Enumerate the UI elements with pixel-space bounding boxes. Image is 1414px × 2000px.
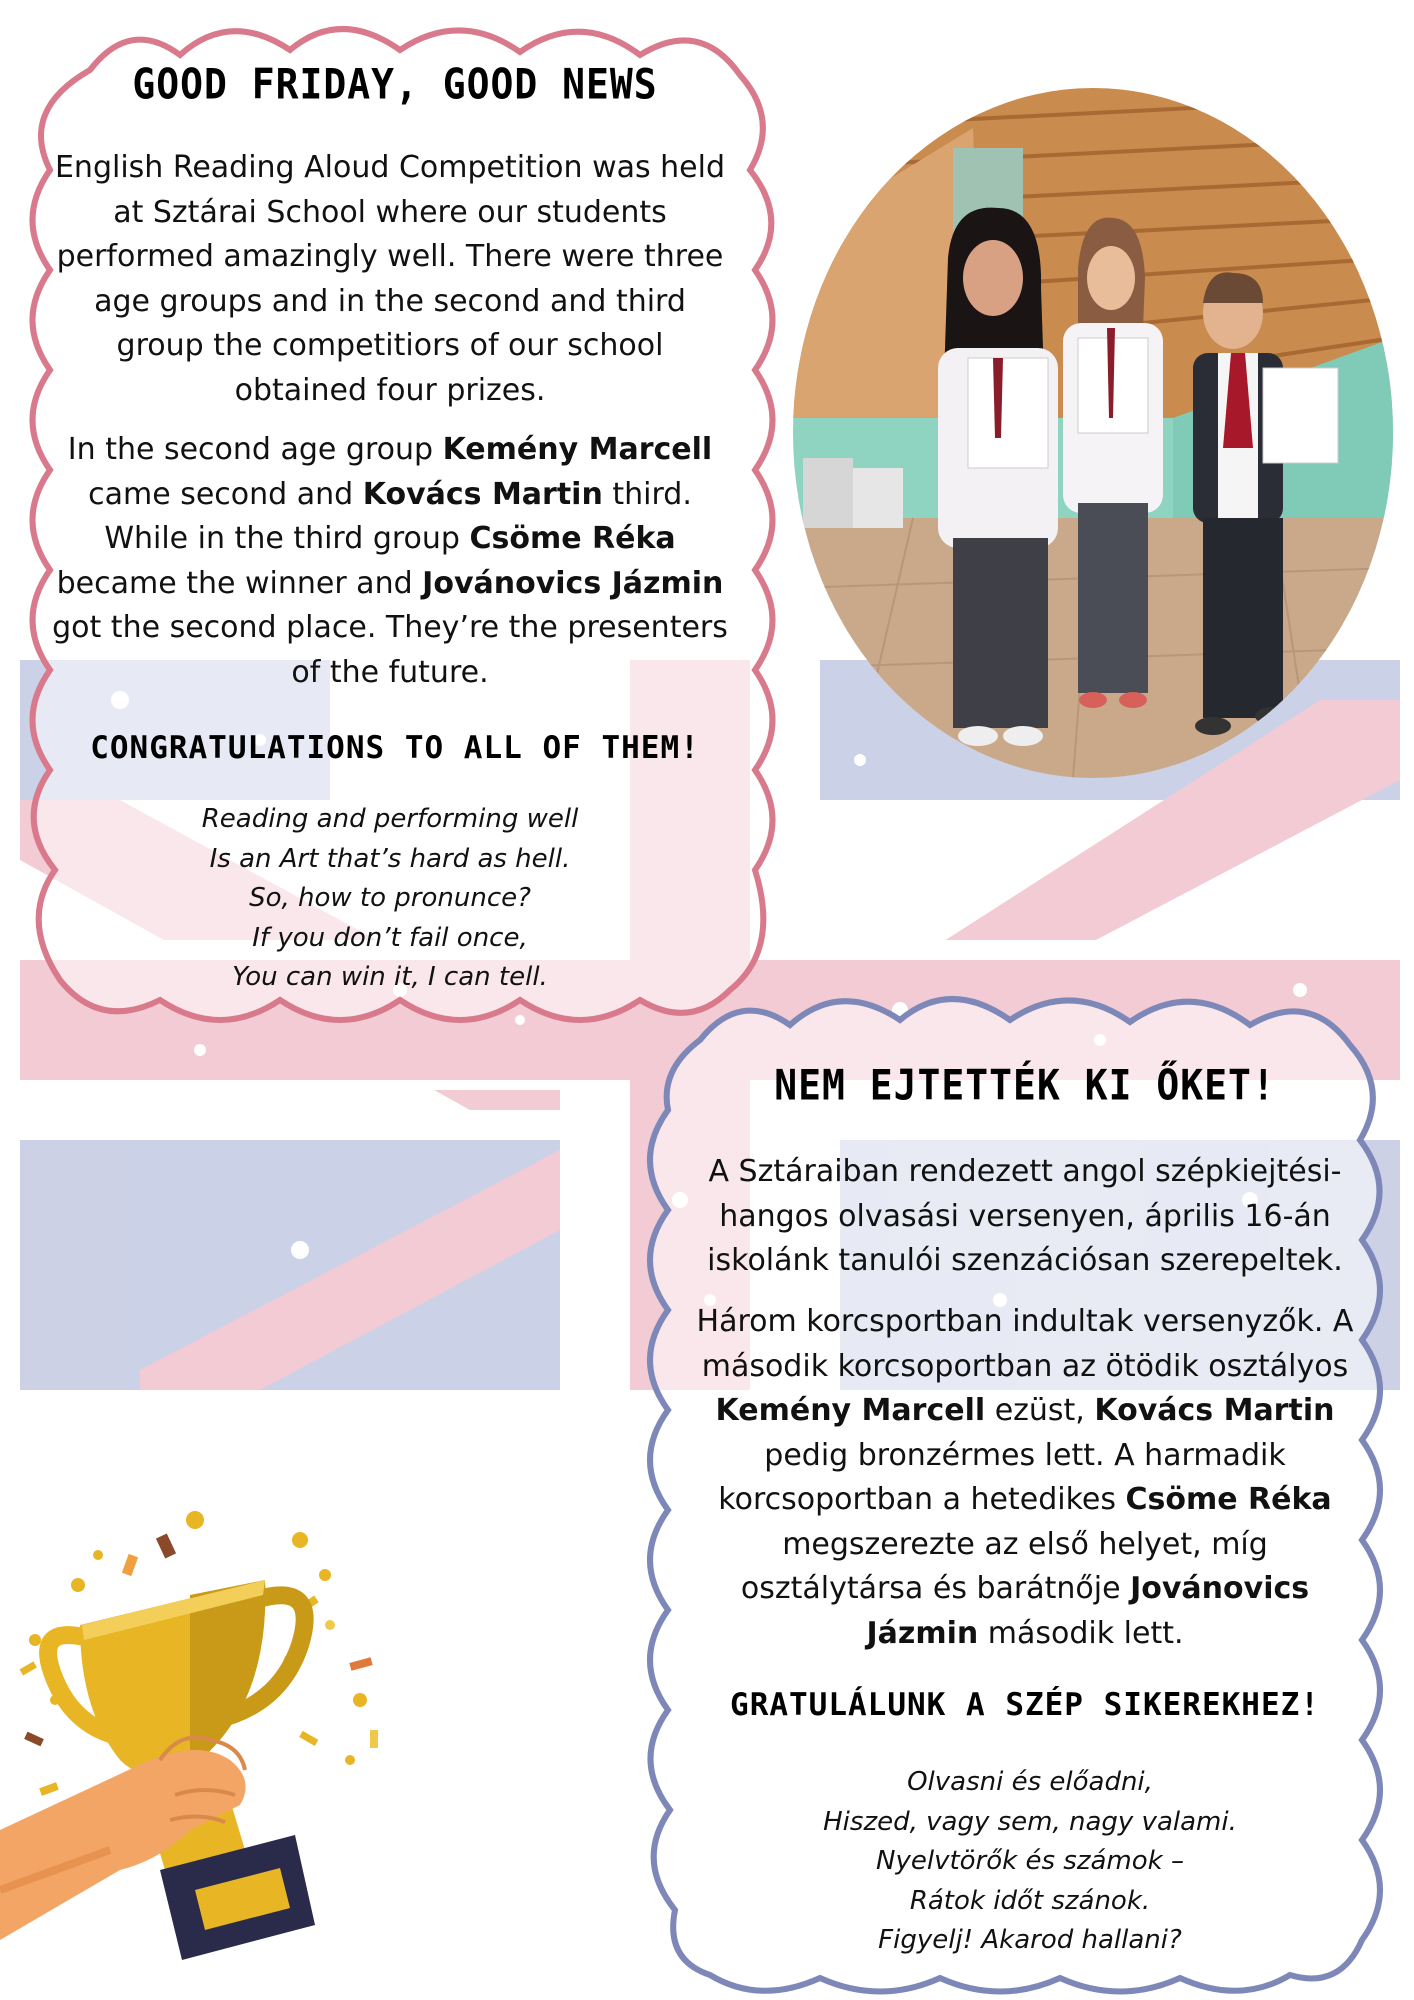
text-run: came second and [88,476,363,512]
poem-line: Reading and performing well [201,804,579,834]
text-run: megszerezte az első helyet, míg osztálytársa és barátnője [740,1526,1268,1606]
text-run: third. While in the third group [104,476,692,556]
english-paragraph-2 [50,428,730,695]
student-name-kemeny: Kemény Marcell [715,1393,986,1428]
text-run: became the winner and [56,565,423,601]
hungarian-poem [740,1763,1320,1961]
poem-line: Is an Art that’s hard as hell. [209,843,571,874]
poem-line: Olvasni és előadni, [907,1767,1153,1797]
english-paragraph-1: English Reading Aloud Competition was held at Sztárai School where our students performed amazingly well. There were three age groups and in the second and third group the competitiors of our school obtained four prizes. [54,150,726,408]
hungarian-paragraph-2 [690,1300,1360,1656]
text-run: második lett. [978,1615,1184,1651]
text-run: pedig bronzérmes lett. A harmadik korcsoportban a hetedikes [718,1437,1286,1517]
student-name-kovacs: Kovács Martin [1094,1393,1335,1428]
english-congrats-heading: CONGRATULATIONS TO ALL OF THEM! [90,730,700,766]
poem-line: Figyelj! Akarod hallani? [878,1925,1182,1955]
hungarian-title: NEM EJTETTÉK KI ŐKET! [774,1060,1276,1110]
poem-line: Nyelvtörők és számok – [876,1846,1184,1876]
poem-line: Rátok időt szánok. [909,1885,1151,1916]
text-run: Három korcsportban indultak versenyzők. A második korcsoportban az ötödik osztályos [696,1304,1354,1384]
english-poem [100,800,680,998]
hungarian-congrats-heading: GRATULÁLUNK A SZÉP SIKEREKHEZ! [730,1687,1320,1723]
student-name-jovanovics: Jovánovics Jázmin [866,1571,1310,1651]
english-title: GOOD FRIDAY, GOOD NEWS [132,59,658,109]
student-name-kemeny: Kemény Marcell [442,432,713,467]
text-run: ezüst, [985,1393,1095,1428]
hungarian-paragraph-1: A Sztáraiban rendezett angol szépkiejtési-hangos olvasási versenyen, április 16-án iskolánk tanulói szenzációsan szerepeltek. [707,1154,1343,1278]
poem-line: You can win it, I can tell. [232,962,548,992]
student-name-csome: Csöme Réka [1125,1482,1332,1517]
text-run: got the second place. They’re the presenters of the future. [52,610,728,690]
student-name-csome: Csöme Réka [469,521,676,556]
poem-line: If you don’t fail once, [252,922,528,953]
student-name-kovacs: Kovács Martin [362,476,603,512]
student-name-jovanovics: Jovánovics Jázmin [422,565,724,601]
poem-line: Hiszed, vagy sem, nagy valami. [823,1806,1237,1837]
text-run: In the second age group [67,432,443,467]
poem-line: So, how to pronunce? [249,883,531,913]
